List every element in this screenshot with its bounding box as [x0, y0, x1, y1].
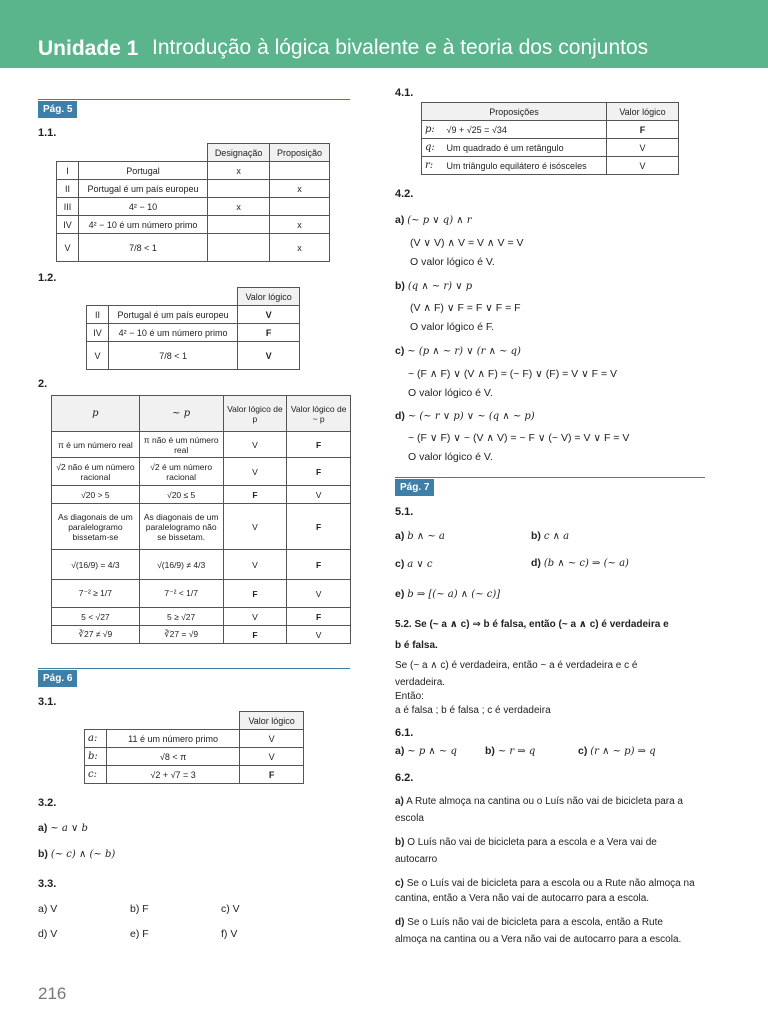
cell	[208, 234, 270, 262]
table-row	[52, 550, 351, 580]
table-row	[52, 580, 351, 608]
table-1-2	[86, 287, 300, 370]
cell: F	[287, 550, 351, 580]
cell: V	[87, 342, 109, 370]
cell: 7/8 < 1	[108, 342, 237, 370]
table-row	[57, 180, 330, 198]
table-row	[57, 162, 330, 180]
text-span: b)	[38, 848, 48, 860]
page-badge-6: Pág. 6	[38, 670, 77, 687]
table-row	[87, 324, 300, 342]
unit-title: Introdução à lógica bivalente e à teoria dos conjuntos	[152, 36, 649, 59]
col-header: Valor lógico	[240, 712, 304, 730]
answer-6-2-a	[395, 796, 683, 807]
question-1-2: 1.2.	[38, 272, 57, 284]
cell: V	[287, 486, 351, 504]
cell: 5 < √27	[52, 608, 140, 626]
answer-3-2-a	[38, 822, 88, 834]
text-span: b ∧ ~ a	[407, 531, 445, 542]
table-2	[51, 395, 351, 644]
answer-4-2-a-step: (V ∨ V) ∧ V = V ∧ V = V	[410, 237, 524, 249]
cell: V	[287, 580, 351, 608]
text-span: b)	[395, 280, 405, 292]
cell: V	[240, 730, 304, 748]
text-span: a)	[38, 822, 48, 834]
cell: As diagonais de um paralelogramo bissetam-se	[52, 504, 140, 550]
text-span: ~ p ∧ ~ q	[407, 746, 457, 757]
section-rule	[395, 477, 705, 478]
cell: I	[57, 162, 79, 180]
text-span: (r ∧ ~ p) ⇒ q	[590, 746, 656, 757]
cell	[85, 748, 107, 766]
cell: F	[287, 458, 351, 486]
answer-4-2-c-result: O valor lógico é V.	[408, 387, 493, 399]
cell: 7⁻² < 1/7	[139, 580, 223, 608]
answer-3-3-f: f) V	[221, 928, 238, 940]
cell: II	[87, 306, 109, 324]
answer-3-3-b: b) F	[130, 903, 149, 915]
question-3-1: 3.1.	[38, 696, 57, 708]
answer-4-2-a-result: O valor lógico é V.	[410, 256, 495, 268]
question-1-1: 1.1.	[38, 127, 57, 139]
cell: V	[223, 432, 287, 458]
cell: V	[57, 234, 79, 262]
cell: III	[57, 198, 79, 216]
cell: x	[270, 216, 330, 234]
text-span: d)	[531, 557, 541, 569]
text-span: ~ (p ∧ ~ r) ∨ (r ∧ ~ q)	[407, 346, 521, 357]
text-span: A Rute almoça na cantina ou o Luís não vai de bicicleta para a	[406, 796, 683, 807]
text-span: c)	[395, 878, 404, 889]
text-span: b:	[88, 751, 98, 762]
col-header: Valor lógico	[607, 103, 679, 121]
cell: 4² − 10 é um número primo	[78, 216, 207, 234]
answer-6-1-c	[578, 745, 656, 757]
cell: √2 + √7 = 3	[106, 766, 239, 784]
answer-3-2-b	[38, 848, 115, 860]
col-header: Designação	[208, 144, 270, 162]
table-row	[85, 766, 304, 784]
answer-3-3-e: e) F	[130, 928, 149, 940]
table-row	[52, 458, 351, 486]
page-badge-7: Pág. 7	[395, 479, 434, 496]
answer-4-2-c-step: ~ (F ∧ F) ∨ (V ∧ F) = (~ F) ∨ (F) = V ∨ F = V	[408, 368, 618, 380]
question-4-1: 4.1.	[395, 87, 414, 99]
text-span: c)	[395, 558, 405, 570]
col-header: Valor lógico	[238, 288, 300, 306]
cell: As diagonais de um paralelogramo não se bissetam.	[139, 504, 223, 550]
cell: F	[287, 432, 351, 458]
cell: V	[287, 626, 351, 644]
col-header	[139, 396, 223, 432]
cell	[106, 712, 239, 730]
text-span: (~ p ∨ q) ∧ r	[407, 215, 472, 226]
answer-5-2-line-3: Se (~ a ∧ c) é verdadeira, então ~ a é verdadeira e c é	[395, 660, 638, 671]
answer-5-2-line-2: b é falsa.	[395, 640, 438, 651]
cell: V	[223, 550, 287, 580]
cell: √8 < π	[106, 748, 239, 766]
text-span: c)	[578, 745, 588, 757]
text-span: Se o Luís não vai de bicicleta para a escola, então a Rute	[407, 917, 663, 928]
cell	[85, 766, 107, 784]
cell: V	[607, 139, 679, 157]
answer-5-1-b	[531, 530, 569, 542]
table-row	[57, 198, 330, 216]
answer-4-2-b	[395, 280, 472, 292]
table-row	[87, 288, 300, 306]
text-span: (q ∧ ~ r) ∨ p	[407, 281, 473, 292]
cell: F	[223, 486, 287, 504]
cell	[422, 157, 444, 175]
answer-6-2-d	[395, 917, 663, 928]
cell: π é um número real	[52, 432, 140, 458]
cell: IV	[87, 324, 109, 342]
text-span: r:	[425, 160, 434, 171]
table-row	[52, 486, 351, 504]
table-row	[57, 144, 330, 162]
cell: √(16/9) ≠ 4/3	[139, 550, 223, 580]
cell: √(16/9) = 4/3	[52, 550, 140, 580]
answer-6-2-d-cont: almoça na cantina ou a Vera não vai de autocarro para a escola.	[395, 934, 682, 945]
question-5-1: 5.1.	[395, 506, 414, 518]
answer-5-1-e	[395, 588, 500, 600]
page-number: 216	[38, 984, 67, 1003]
cell	[270, 198, 330, 216]
cell	[85, 730, 107, 748]
answer-6-2-b	[395, 837, 657, 848]
text-span: a:	[88, 733, 98, 744]
col-header: Proposições	[422, 103, 607, 121]
header-bar	[0, 0, 768, 68]
cell	[208, 216, 270, 234]
cell: √2 é um número racional	[139, 458, 223, 486]
cell: F	[287, 504, 351, 550]
cell: 7/8 < 1	[78, 234, 207, 262]
cell: Um quadrado é um retângulo	[444, 139, 607, 157]
answer-6-2-c-cont: cantina, então a Vera não vai de autocarro para a escola.	[395, 893, 650, 904]
cell: V	[223, 504, 287, 550]
col-header: Valor lógico de p	[223, 396, 287, 432]
text-span: ~ a ∨ b	[50, 823, 88, 834]
cell: F	[238, 324, 300, 342]
cell: ∛27 = √9	[139, 626, 223, 644]
answer-6-2-b-cont: autocarro	[395, 854, 438, 865]
cell: IV	[57, 216, 79, 234]
cell: x	[208, 162, 270, 180]
table-row	[422, 139, 679, 157]
text-span: O Luís não vai de bicicleta para a escola e a Vera vai de	[407, 837, 657, 848]
section-rule	[38, 99, 350, 100]
answer-4-2-b-result: O valor lógico é F.	[410, 321, 495, 333]
unit-label: Unidade 1	[38, 37, 139, 60]
text-span: q:	[425, 142, 435, 153]
cell: √9 + √25 = √34	[444, 121, 607, 139]
cell: F	[223, 626, 287, 644]
answer-5-2-line-4: verdadeira.	[395, 677, 446, 688]
table-row	[52, 504, 351, 550]
cell: Portugal é um país europeu	[78, 180, 207, 198]
col-header: Valor lógico de ~ p	[287, 396, 351, 432]
cell	[422, 139, 444, 157]
text-span: c)	[395, 345, 405, 357]
answer-3-3-c: c) V	[221, 903, 240, 915]
cell: F	[287, 608, 351, 626]
cell: 5 ≥ √27	[139, 608, 223, 626]
answer-6-2-c	[395, 878, 695, 889]
table-row	[85, 712, 304, 730]
answer-3-3-a: a) V	[38, 903, 58, 915]
cell: 7⁻² ≥ 1/7	[52, 580, 140, 608]
text-span: b)	[395, 837, 405, 848]
text-span: d)	[395, 917, 405, 928]
answer-4-2-b-step: (V ∧ F) ∨ F = F ∨ F = F	[410, 302, 521, 314]
table-row	[52, 626, 351, 644]
cell: V	[223, 608, 287, 626]
question-6-1: 6.1.	[395, 727, 414, 739]
cell: Um triângulo equilátero é isósceles	[444, 157, 607, 175]
cell: V	[238, 306, 300, 324]
cell	[57, 144, 79, 162]
table-row	[57, 234, 330, 262]
cell	[87, 288, 109, 306]
answer-5-2-line-1: 5.2. Se (~ a ∧ c) ⇒ b é falsa, então (~ a ∧ c) é verdadeira e	[395, 619, 669, 630]
table-3-1	[84, 711, 304, 784]
question-3-3: 3.3.	[38, 878, 57, 890]
text-span: a)	[395, 530, 405, 542]
answer-5-1-d	[531, 557, 629, 569]
cell: F	[223, 580, 287, 608]
cell: V	[223, 458, 287, 486]
table-row	[52, 432, 351, 458]
answer-6-2-a-cont: escola	[395, 813, 424, 824]
cell	[108, 288, 237, 306]
text-span: p:	[425, 124, 435, 135]
cell: π não é um número real	[139, 432, 223, 458]
cell: II	[57, 180, 79, 198]
cell: ∛27 ≠ √9	[52, 626, 140, 644]
cell: F	[240, 766, 304, 784]
table-row	[85, 730, 304, 748]
text-span: c ∧ a	[543, 531, 570, 542]
question-6-2: 6.2.	[395, 772, 414, 784]
cell	[270, 162, 330, 180]
text-span: a)	[395, 214, 405, 226]
text-span: p	[92, 408, 99, 419]
cell: Portugal	[78, 162, 207, 180]
answer-5-1-c	[395, 558, 433, 570]
cell	[208, 180, 270, 198]
text-span: ~ (~ r ∨ p) ∨ ~ (q ∧ ~ p)	[407, 411, 535, 422]
table-row	[422, 157, 679, 175]
answer-5-2-line-6: a é falsa ; b é falsa ; c é verdadeira	[395, 705, 551, 716]
answer-6-1-b	[485, 745, 535, 757]
cell: V	[240, 748, 304, 766]
cell: √20 ≤ 5	[139, 486, 223, 504]
cell: x	[270, 234, 330, 262]
table-row	[87, 342, 300, 370]
answer-4-2-d-result: O valor lógico é V.	[408, 451, 493, 463]
question-4-2: 4.2.	[395, 188, 414, 200]
cell	[78, 144, 207, 162]
question-3-2: 3.2.	[38, 797, 57, 809]
table-row	[52, 608, 351, 626]
answer-4-2-d	[395, 410, 535, 422]
text-span: ~ r ⇒ q	[497, 746, 536, 757]
cell: x	[270, 180, 330, 198]
text-span: b)	[531, 530, 541, 542]
cell: F	[607, 121, 679, 139]
text-span: (b ∧ ~ c) ⇒ (~ a)	[543, 558, 629, 569]
text-span: e)	[395, 588, 405, 600]
cell: V	[238, 342, 300, 370]
text-span: d)	[395, 410, 405, 422]
cell: √20 > 5	[52, 486, 140, 504]
cell	[422, 121, 444, 139]
answer-5-1-a	[395, 530, 445, 542]
text-span: b ⇒ [(~ a) ∧ (~ c)]	[407, 589, 501, 600]
page-badge-5: Pág. 5	[38, 101, 77, 118]
text-span: a)	[395, 796, 404, 807]
cell: V	[607, 157, 679, 175]
table-row	[52, 396, 351, 432]
table-row	[57, 216, 330, 234]
cell	[85, 712, 107, 730]
table-1-1	[56, 143, 330, 262]
answer-6-1-a	[395, 745, 457, 757]
cell: 4² − 10	[78, 198, 207, 216]
cell: 4² − 10 é um número primo	[108, 324, 237, 342]
text-span: ~ p	[172, 408, 191, 419]
answer-4-2-a	[395, 214, 472, 226]
table-row	[85, 748, 304, 766]
answer-3-3-d: d) V	[38, 928, 58, 940]
section-rule	[38, 668, 350, 669]
answer-5-2-line-5: Então:	[395, 691, 424, 702]
table-4-1	[421, 102, 679, 175]
col-header	[52, 396, 140, 432]
cell: Portugal é um país europeu	[108, 306, 237, 324]
table-row	[422, 103, 679, 121]
answer-4-2-c	[395, 345, 521, 357]
question-2: 2.	[38, 378, 48, 390]
text-span: b)	[485, 745, 495, 757]
table-row	[87, 306, 300, 324]
cell: √2 não é um número racional	[52, 458, 140, 486]
text-span: Se o Luís vai de bicicleta para a escola ou a Rute não almoça na	[406, 878, 695, 889]
cell: 11 é um número primo	[106, 730, 239, 748]
answer-4-2-d-step: ~ (F ∨ F) ∨ ~ (V ∧ V) = ~ F ∨ (~ V) = V ∨ F = V	[408, 432, 630, 444]
text-span: a ∨ c	[407, 559, 433, 570]
col-header: Proposição	[270, 144, 330, 162]
text-span: a)	[395, 745, 405, 757]
cell: x	[208, 198, 270, 216]
text-span: (~ c) ∧ (~ b)	[50, 849, 116, 860]
text-span: c:	[88, 769, 97, 780]
table-row	[422, 121, 679, 139]
